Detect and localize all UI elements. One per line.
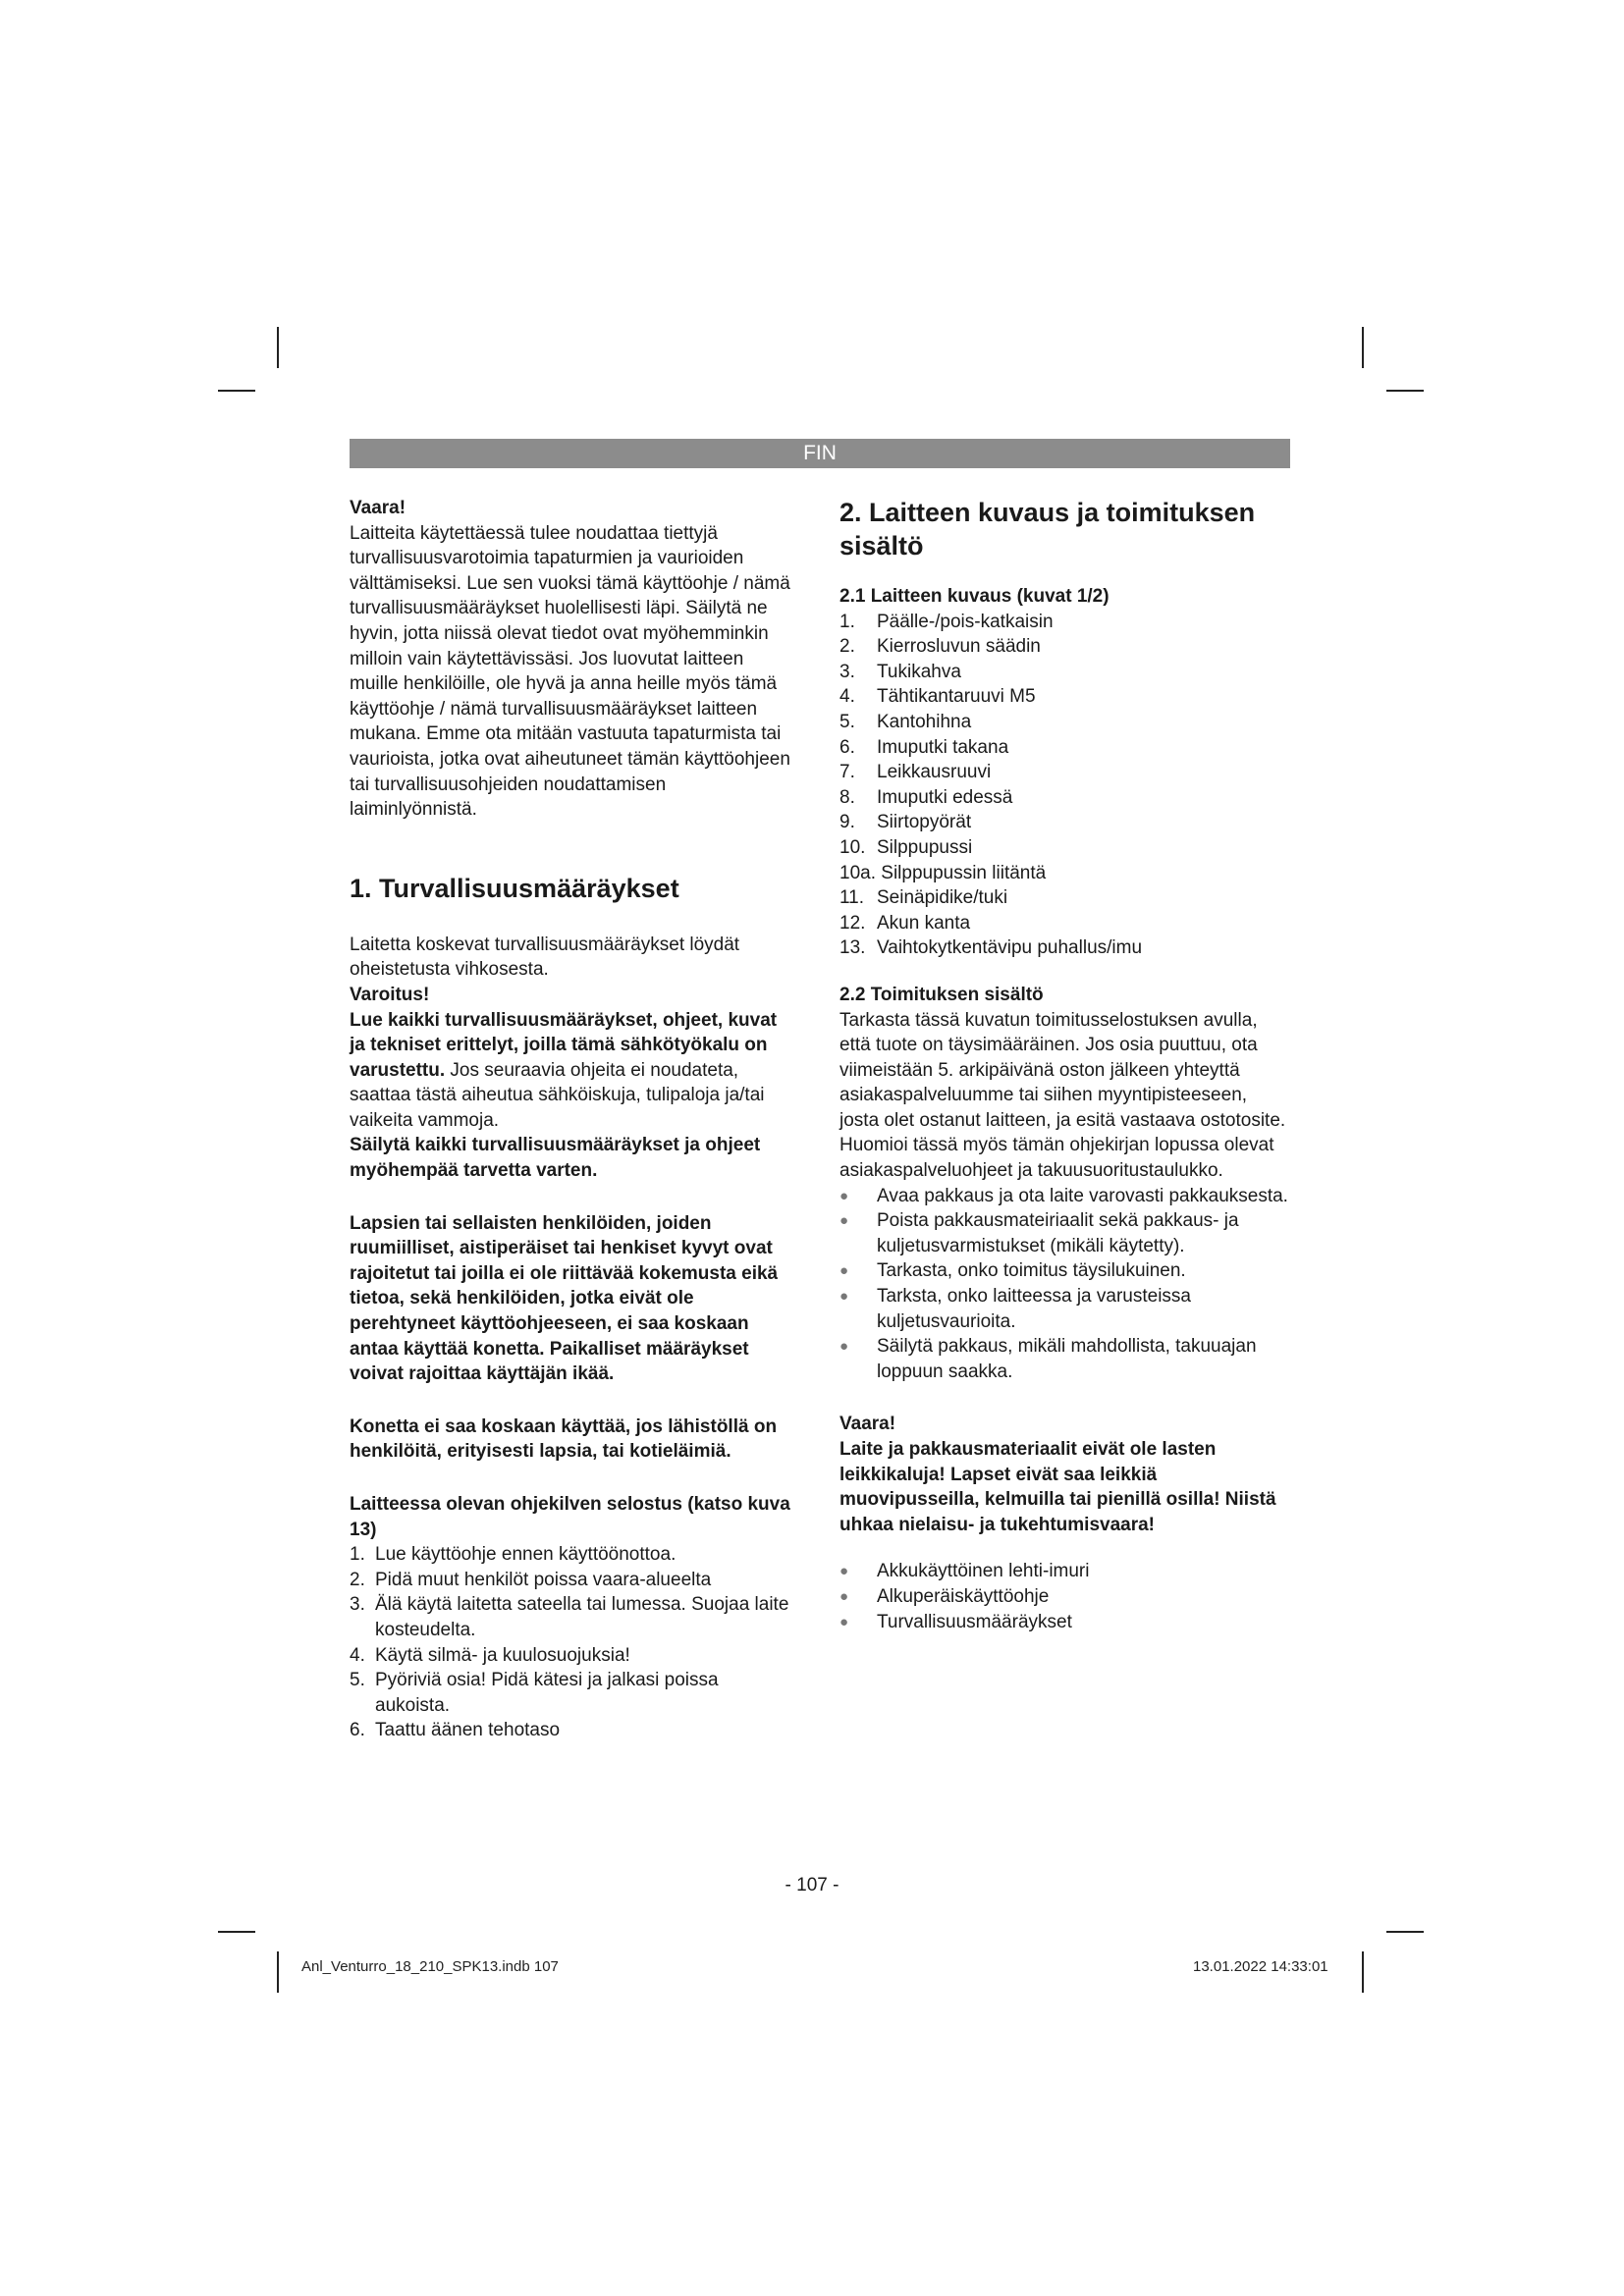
list-item: 11. Seinäpidike/tuki [839,887,1008,909]
list-item: ● Säilytä pakkaus, mikäli mahdollista, takuuajan loppuun saakka. [839,1336,1257,1382]
list-item: ● Tarksta, onko laitteessa ja varusteissa kuljetusvaurioita. [839,1286,1191,1332]
list-item: 6. Taattu äänen tehotaso [350,1720,561,1741]
list-item: 3. Älä käytä laitetta sateella tai lumessa. Suojaa laite kosteudelta. [350,1594,789,1640]
right-column [839,496,1291,1634]
list-item: ● Alkuperäiskäyttöohje [839,1584,1291,1610]
crop-mark [218,390,255,392]
list-item: 12. Akun kanta [839,912,971,934]
list-item: ● Tarkasta, onko toimitus täysilukuinen. [839,1258,1291,1284]
crop-mark [218,1931,255,1933]
list-item: ● Turvallisuusmääräykset [839,1610,1291,1635]
crop-mark [1386,390,1424,392]
list-item: 5. Pyöriviä osia! Pidä kätesi ja jalkasi poissa aukoista. [350,1670,719,1716]
list-item: 10a. Silppupussin liitäntä [839,862,1047,883]
crop-mark [1362,327,1364,368]
list-item: 4. Tähtikantaruuvi M5 [839,686,1036,708]
subsection-2-2-title: 2.2 Toimituksen sisältö [839,984,1044,1005]
list-item: ● Avaa pakkaus ja ota laite varovasti pakkauksesta. [839,1184,1291,1209]
crop-mark [1386,1931,1424,1933]
bullet-icon: ● [839,1262,849,1280]
crop-mark [277,327,279,368]
danger-title: Vaara! [350,498,406,518]
bullet-icon: ● [839,1587,849,1605]
list-item: 2. Kierrosluvun säädin [839,636,1041,658]
bullet-icon: ● [839,1338,849,1356]
unpacking-steps-list [839,1184,1291,1385]
crop-mark [277,1951,279,1993]
crop-mark [1362,1951,1364,1993]
list-item: 3. Tukikahva [839,661,961,682]
list-item: 5. Kantohihna [839,711,972,732]
bullet-icon: ● [839,1613,849,1630]
list-item: ● Akkukäyttöinen lehti-imuri [839,1559,1291,1584]
danger-2-title: Vaara! [839,1414,896,1435]
language-header-bar [350,439,1290,468]
list-item: 1. Päälle-/pois-katkaisin [839,611,1054,632]
list-item: 10. Silppupussi [839,836,973,858]
footer-timestamp: 13.01.2022 14:33:01 [1193,1958,1328,1975]
subsection-2-1-title: 2.1 Laitteen kuvaus (kuvat 1/2) [839,586,1110,607]
list-item: 9. Siirtopyörät [839,812,972,833]
list-item: 1. Lue käyttöohje ennen käyttöönottoa. [350,1544,677,1566]
delivery-text: Tarkasta tässä kuvatun toimitusselostuksen avulla, että tuote on täysimääräinen. Jos osia puuttuu, ota viimeistään 5. arkipäivänä oston jälkeen yhteyttä asiakaspalveluumme tai siihen myyntipisteeseen, josta olet ostanut laitteen, ja esitä vastaava ostotosite. Huomioi tässä myös tämän ohjekirjan lopussa olevat asiakaspalveluohjeet ja takuusuoritustaulukko. [839,1009,1286,1182]
left-column [350,496,793,1743]
bystanders-warning-text: Konetta ei saa koskaan käyttää, jos lähistöllä on henkilöitä, erityisesti lapsia, tai kotieläimiä. [350,1415,778,1463]
warning-text: Jos seuraavia ohjeita ei noudateta, saattaa tästä aiheutua sähköiskuja, tulipaloja ja/tai vaikeita vammoja. [350,1059,765,1131]
list-item: 4. Käytä silmä- ja kuulosuojuksia! [350,1644,630,1666]
list-item: 13. Vaihtokytkentävipu puhallus/imu [839,937,1143,959]
components-list [839,610,1291,961]
list-item: 6. Imuputki takana [839,736,1009,758]
page-number: - 107 - [785,1875,839,1896]
package-contents-list [839,1559,1291,1634]
bullet-icon: ● [839,1288,849,1306]
keep-instructions-text: Säilytä kaikki turvallisuusmääräykset ja ohjeet myöhempää tarvetta varten. [350,1135,761,1182]
section-1-title: 1. Turvallisuusmääräykset [350,873,679,903]
danger-text: Laitteita käytettäessä tulee noudattaa tiettyjä turvallisuusvarotoimia tapaturmien ja vaurioiden välttämiseksi. Lue sen vuoksi tämä käyttöohje / nämä turvallisuusmääräykset huolellisesti läpi. Säilytä ne hyvin, jotta niissä olevat tiedot ovat myöhemminkin milloin vain käytettävissäsi. Jos luovutat laitteen muille henkilöille, ole hyvä ja anna heille myös tämä käyttöohje / nämä turvallisuusmääräykset laitteen mukana. Emme ota mitään vastuuta tapaturmista tai vaurioista, jotka ovat aiheutuneet tämän käyttöohjeen tai turvallisuusohjeiden noudattamisen laiminlyönnistä. [350,522,790,821]
warning-title: Varoitus! [350,984,430,1005]
children-warning-text: Lapsien tai sellaisten henkilöiden, joiden ruumiilliset, aistiperäiset tai henkiset kyvyt ovat rajoitetut tai joilla ei ole riittävää kokemusta eikä tietoa, sekä henkilöiden, jotka eivät ole perehtyneet käyttöohjeeseen, ei saa koskaan antaa käyttää konetta. Paikalliset määräykset voivat rajoittaa käyttäjän ikää. [350,1212,779,1385]
warning-bold-text: Lue kaikki turvallisuusmääräykset, ohjeet, kuvat ja tekniset erittelyt, joilla tämä sähkötyökalu on varustettu. [350,1009,778,1081]
bullet-icon: ● [839,1563,849,1580]
list-item: 8. Imuputki edessä [839,786,1013,808]
list-item: ● Poista pakkausmateiriaalit sekä pakkaus- ja kuljetusvarmistukset (mikäli käytetty). [839,1210,1239,1256]
bullet-icon: ● [839,1212,849,1230]
language-label: FIN [803,442,837,464]
bullet-icon: ● [839,1187,849,1204]
section-2-title: 2. Laitteen kuvaus ja toimituksen sisältö [839,498,1256,561]
section-1-intro: Laitetta koskevat turvallisuusmääräykset löydät oheistetusta vihkosesta. [350,934,740,981]
list-item: 2. Pidä muut henkilöt poissa vaara-alueelta [350,1569,712,1590]
list-item: 7. Leikkausruuvi [839,762,992,783]
danger-2-text: Laite ja pakkausmateriaalit eivät ole lasten leikkikaluja! Lapset eivät saa leikkiä muovipusseilla, kelmuilla tai pienillä osilla! Niistä uhkaa nielaisu- ja tukehtumisvaara! [839,1439,1276,1535]
signs-title: Laitteessa olevan ohjekilven selostus (katso kuva 13) [350,1494,790,1540]
footer-filename: Anl_Venturro_18_210_SPK13.indb 107 [301,1958,559,1975]
signs-list [350,1542,793,1743]
